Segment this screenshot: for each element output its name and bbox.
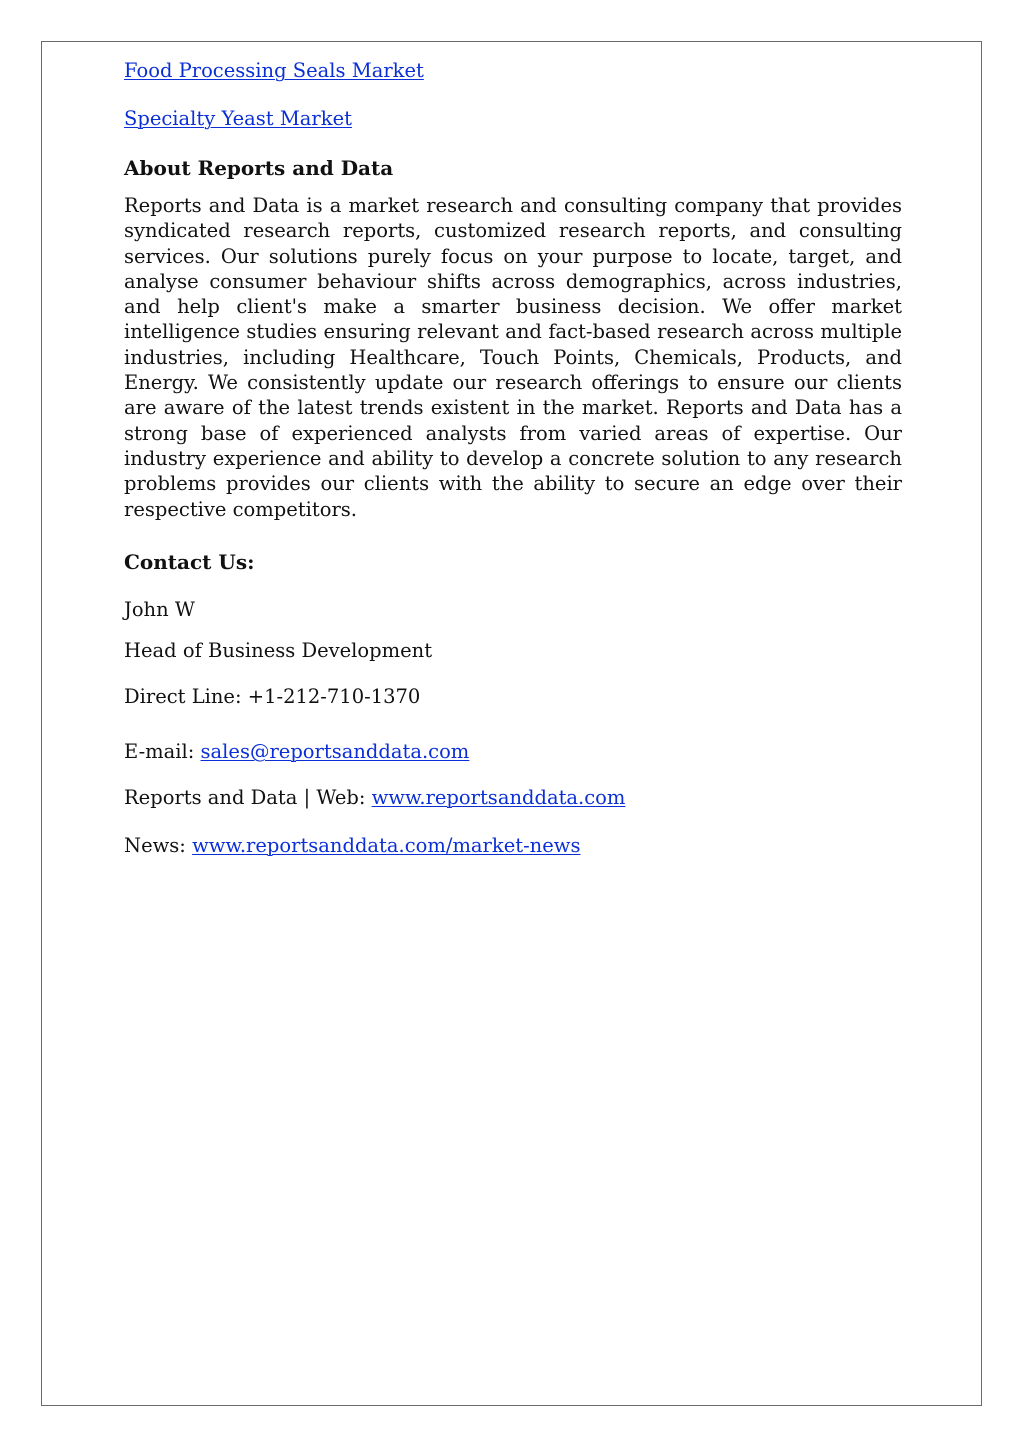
related-link-item	[124, 58, 902, 84]
contact-heading: Contact Us:	[124, 549, 255, 574]
related-link-item	[124, 106, 902, 132]
specialty-yeast-market-link[interactable]: Specialty Yeast Market	[124, 107, 352, 130]
web-line	[124, 785, 902, 811]
email-link[interactable]: sales@reportsanddata.com	[200, 739, 470, 763]
email-label: E-mail:	[124, 739, 201, 763]
news-line	[124, 833, 902, 859]
news-link[interactable]: www.reportsanddata.com/market-news	[192, 833, 581, 857]
contact-name: John W	[124, 597, 195, 621]
contact-role: Head of Business Development	[124, 638, 433, 662]
email-line	[124, 739, 902, 765]
web-label: Reports and Data | Web:	[124, 785, 372, 809]
food-processing-seals-market-link[interactable]: Food Processing Seals Market	[124, 59, 424, 82]
direct-line: Direct Line: +1-212-710-1370	[124, 684, 421, 708]
website-link[interactable]: www.reportsanddata.com	[371, 785, 626, 809]
about-heading: About Reports and Data	[124, 156, 394, 180]
document-content	[124, 58, 902, 859]
news-label: News:	[124, 833, 193, 857]
about-paragraph: Reports and Data is a market research and consulting company that provides syndicated research reports, customized research reports, and consulting services. Our solutions purely focus on your purpose to locate, target, and analyse consumer behaviour shifts across demographics, across industries, and help client's make a smarter business decision. We offer market intelligence studies ensuring relevant and fact-based research across multiple industries, including Healthcare, Touch Points, Chemicals, Products, and Energy. We consistently update our research offerings to ensure our clients are aware of the latest trends existent in the market. Reports and Data has a strong base of experienced analysts from varied areas of expertise. Our industry experience and ability to develop a concrete solution to any research problems provides our clients with the ability to secure an edge over their respective competitors.	[124, 194, 902, 521]
